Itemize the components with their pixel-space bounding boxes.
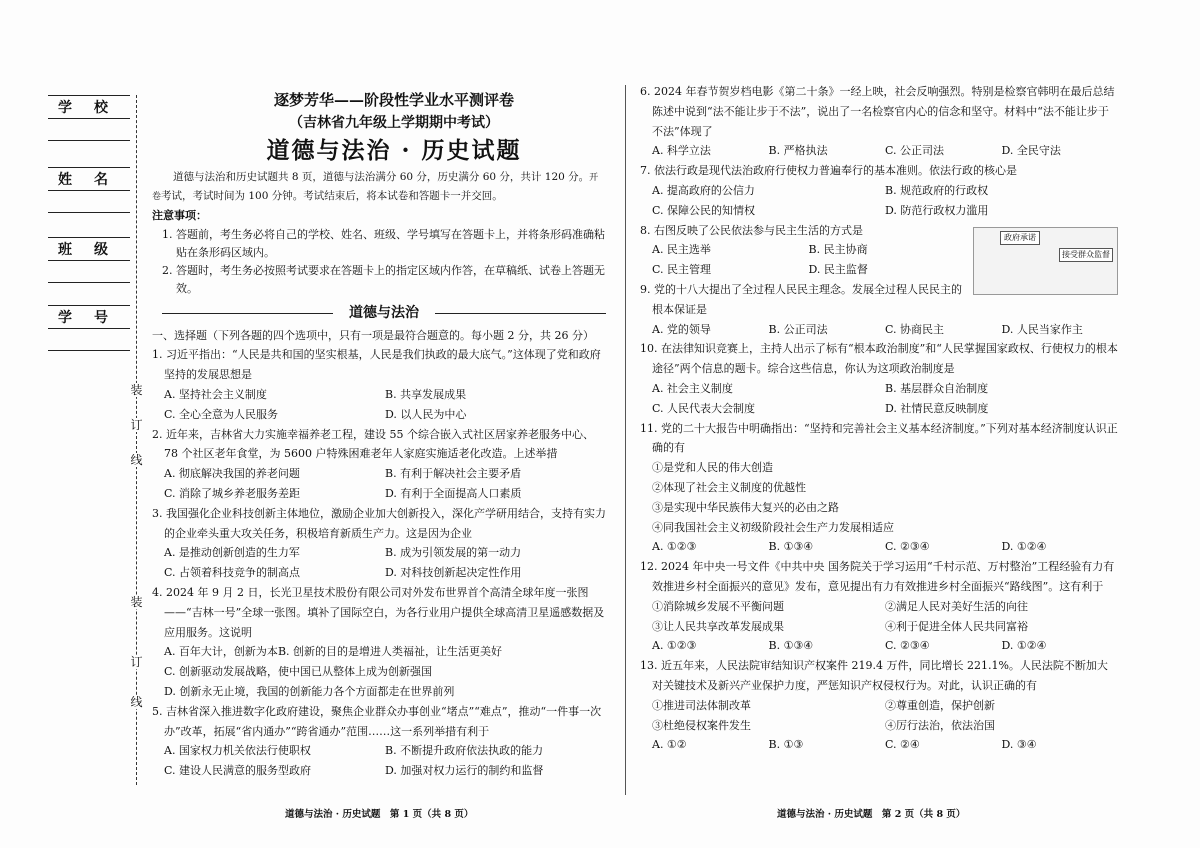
exam-subject-title: 道德与法治 · 历史试题 — [266, 137, 522, 164]
question-options — [640, 636, 1118, 656]
question-12 — [640, 557, 1118, 656]
question-11 — [640, 419, 1118, 558]
binding-line — [136, 95, 137, 785]
question — [152, 425, 606, 504]
notice-title: 注意事项： — [152, 209, 207, 222]
question-options — [640, 735, 1118, 755]
option[interactable]: B. 成为引领发展的第一动力 — [385, 546, 522, 560]
option[interactable]: D. 防范行政权力滥用 — [885, 203, 989, 217]
question-options — [640, 537, 1118, 557]
statement-item: ④利于促进全体人民共同富裕 — [885, 619, 1028, 633]
option[interactable]: B. ①③ — [768, 738, 804, 752]
page-1 — [152, 88, 606, 781]
option[interactable]: D. 加强对权力运行的制约和监督 — [385, 764, 544, 778]
question-options — [640, 181, 1118, 221]
option[interactable]: A. 科学立法 — [652, 144, 711, 158]
question-stem: 2. 近年来，吉林省大力实施幸福养老工程，建设 55 个综合嵌入式社区居家养老服务中心、78 个社区老年食堂，为 5600 户特殊困难老年人家庭实施适老化改造。上述举措 — [152, 427, 594, 461]
question-list — [152, 345, 606, 781]
question-stem: 4. 2024 年 9 月 2 日，长光卫星技术股份有限公司对外发布世界首个高清全球年度一张图——“吉林一号”全球一张图。填补了国际空白，为各行业用户提供全球高清卫星遥感数据及应用服务。这说明 — [152, 585, 605, 639]
question-stem: 9. 党的十八大提出了全过程人民民主理念。发展全过程人民民主的根本保证是 — [640, 282, 962, 316]
question-list — [640, 280, 1118, 419]
option[interactable]: C. 协商民主 — [885, 322, 945, 336]
intro-text-2: 考试，考试时间为 100 分钟。考试结束后，将本试卷和答题卡一并交回。 — [161, 190, 503, 202]
option[interactable]: B. 创新的目的是增进人类福祉，让生活更美好 — [277, 645, 503, 659]
option[interactable]: A. ①② — [652, 738, 687, 752]
question-options — [152, 543, 606, 583]
section-title: 道德与法治 — [349, 304, 419, 321]
binding-char: 订 — [130, 655, 143, 669]
page-2 — [640, 82, 1118, 755]
statement-items — [640, 597, 1118, 637]
question-stem: 1. 习近平指出：“人民是共和国的坚实根基，人民是我们执政的最大底气。”这体现了党和政府坚持的发展思想是 — [152, 348, 601, 382]
option[interactable]: D. 以人民为中心 — [385, 407, 467, 421]
option[interactable]: C. 全心全意为人民服务 — [164, 407, 279, 421]
question-options — [152, 642, 606, 701]
option[interactable]: B. 基层群众自治制度 — [885, 381, 989, 395]
school-field[interactable] — [48, 95, 130, 141]
option[interactable]: A. ①②③ — [652, 540, 697, 554]
option[interactable]: C. 公正司法 — [885, 144, 945, 158]
cartoon-sign: 接受群众监督 — [1059, 248, 1113, 262]
name-field[interactable] — [48, 167, 130, 213]
option[interactable]: A. 国家权力机关依法行使职权 — [164, 744, 311, 758]
intro-text: 道德与法治和历史试题共 8 页，道德与法治满分 60 分，历史满分 60 分，共计 120 分。 — [173, 171, 590, 183]
question-options — [640, 141, 1118, 161]
question-8 — [640, 221, 1118, 280]
question — [640, 161, 1118, 220]
class-field[interactable] — [48, 237, 130, 283]
question-stem: 13. 近五年来，人民法院审结知识产权案件 219.4 万件，同比增长 221.1%。人民法院不断加大对关键技术及新兴产业保护力度，严惩知识产权侵权行为。对此，认识正确的有 — [640, 659, 1108, 692]
question — [640, 82, 1118, 161]
supervision-cartoon — [973, 227, 1118, 295]
option[interactable]: A. 彻底解决我国的养老问题 — [164, 467, 300, 481]
option[interactable]: B. ①③④ — [768, 540, 814, 554]
option[interactable]: C. ②③④ — [885, 639, 930, 653]
question-list — [640, 82, 1118, 221]
statement-item: ②尊重创造，保护创新 — [885, 698, 995, 712]
notice-item: 2. 答题时，考生务必按照考试要求在答题卡上的指定区域内作答，在草稿纸、试卷上答题无效。 — [162, 263, 605, 295]
notice-item: 1. 答题前，考生务必将自己的学校、姓名、班级、学号填写在答题卡上，并将条形码准确粘贴在条形码区域内。 — [162, 227, 605, 259]
option[interactable]: C. 创新驱动发展战略，使中国已从整体上成为创新强国 — [164, 665, 433, 679]
option[interactable]: B. 严格执法 — [768, 144, 828, 158]
question-13 — [640, 656, 1118, 755]
option[interactable]: B. 不断提升政府依法执政的能力 — [385, 744, 544, 758]
option[interactable]: D. 社情民意反映制度 — [885, 401, 989, 415]
option[interactable]: A. 百年大计，创新为本 — [164, 645, 278, 659]
statement-item: ④同我国社会主义初级阶段社会生产力发展相适应 — [652, 520, 894, 534]
option[interactable]: D. ①②④ — [1001, 540, 1047, 554]
option[interactable]: D. 对科技创新起决定性作用 — [385, 566, 522, 580]
option[interactable]: A. 坚持社会主义制度 — [164, 387, 267, 401]
question-options — [152, 741, 606, 781]
exam-subtitle: （吉林省九年级上学期期中考试） — [289, 115, 499, 131]
option[interactable]: C. 占领着科技竞争的制高点 — [164, 566, 301, 580]
binding-char: 装 — [130, 595, 143, 609]
question-options — [640, 320, 1118, 340]
question-stem: 10. 在法律知识竞赛上，主持人出示了标有“根本政治制度”和“人民掌握国家政权、行使权力的根本途径”两个信息的题卡。综合这些信息，你认为这项政治制度是 — [640, 342, 1118, 376]
option[interactable]: B. 有利于解决社会主要矛盾 — [385, 467, 522, 481]
class-label: 班级 — [48, 237, 130, 261]
option[interactable]: D. ③④ — [1001, 738, 1037, 752]
binding-char: 订 — [130, 418, 143, 432]
binding-char: 线 — [130, 453, 143, 467]
statement-item: ①是党和人民的伟大创造 — [652, 461, 773, 475]
question-stem: 3. 我国强化企业科技创新主体地位，激励企业加大创新投入，深化产学研用结合，支持有实力的企业牵头重大攻关任务，积极培育新质生产力。这是因为企业 — [152, 506, 606, 540]
question-stem: 5. 吉林省深入推进数字化政府建设，聚焦企业群众办事创业“堵点”“难点”，推动“一件事一次办”改革，拓展“省内通办”“跨省通办”范围……这一系列举措有利于 — [152, 704, 602, 738]
option[interactable]: C. 民主管理 — [652, 263, 712, 277]
exam-intro — [152, 168, 606, 206]
option[interactable]: C. ②④ — [885, 738, 920, 752]
statement-item: ③杜绝侵权案件发生 — [652, 718, 751, 732]
option[interactable]: D. 有利于全面提高人口素质 — [385, 486, 522, 500]
statement-item: ③是实现中华民族伟大复兴的必由之路 — [652, 500, 839, 514]
question-options — [640, 240, 965, 280]
question-stem: 6. 2024 年春节贺岁档电影《第二十条》一经上映，社会反响强烈。特别是检察官韩明在最后总结陈述中说到“法不能让步于不法”，说出了一名检察官内心的信念和坚守。材料中“法不能让步于不法”体现了 — [640, 85, 1115, 138]
option[interactable]: A. 提高政府的公信力 — [652, 183, 755, 197]
page-footer-right: 道德与法治 · 历史试题 第 2 页（共 8 页） — [777, 809, 966, 820]
option[interactable]: B. 公正司法 — [768, 322, 828, 336]
section-rule — [162, 313, 333, 314]
exam-series-title: 逐梦芳华——阶段性学业水平测评卷 — [273, 91, 514, 109]
question-stem: 11. 党的二十大报告中明确指出：“坚持和完善社会主义基本经济制度。”下列对基本经济制度认识正确的有 — [640, 421, 1118, 455]
option[interactable]: A. 是推动创新创造的生力军 — [164, 546, 300, 560]
statement-item: ③让人民共享改革发展成果 — [652, 619, 784, 633]
binding-char: 线 — [130, 695, 143, 709]
option[interactable]: B. 规范政府的行政权 — [885, 183, 989, 197]
statement-item: ④厉行法治，依法治国 — [885, 718, 995, 732]
page-footer-left: 道德与法治 · 历史试题 第 1 页（共 8 页） — [285, 809, 474, 820]
binding-char: 装 — [130, 383, 143, 397]
option[interactable]: D. 创新永无止境，我国的创新能力各个方面都走在世界前列 — [164, 684, 455, 698]
question-stem: 12. 2024 年中央一号文件《中共中央 国务院关于学习运用“千村示范、万村整治”工程经验有力有效推进乡村全面振兴的意见》发布，意见提出有力有效推进乡村全面振兴“路线图”。这有利于 — [640, 560, 1115, 593]
intro-note: 开卷 — [152, 173, 599, 202]
option[interactable]: B. 共享发展成果 — [385, 387, 467, 401]
question — [152, 702, 606, 781]
statement-item: ①消除城乡发展不平衡问题 — [652, 599, 784, 613]
question-options — [152, 385, 606, 425]
option[interactable]: A. 民主选举 — [652, 243, 711, 257]
statement-item: ①推进司法体制改革 — [652, 698, 751, 712]
class-input-box[interactable] — [48, 261, 130, 283]
statement-item: ②满足人民对美好生活的向往 — [885, 599, 1028, 613]
cartoon-bubble: 政府承诺 — [1000, 231, 1040, 245]
option[interactable]: C. 建设人民满意的服务型政府 — [164, 764, 312, 778]
binding-strip — [40, 95, 143, 785]
option[interactable]: A. 党的领导 — [652, 322, 711, 336]
option[interactable]: A. 社会主义制度 — [652, 381, 733, 395]
section-rule — [435, 313, 606, 314]
school-input-box[interactable] — [48, 119, 130, 141]
school-label: 学校 — [48, 95, 130, 119]
question-stem: 8. 右图反映了公民依法参与民主生活的方式是 — [640, 223, 863, 237]
option[interactable]: C. 人民代表大会制度 — [652, 401, 756, 415]
option[interactable]: B. ①③④ — [768, 639, 814, 653]
option[interactable]: D. ①②④ — [1001, 639, 1047, 653]
question-options — [640, 379, 1118, 419]
option[interactable]: D. 民主监督 — [808, 263, 868, 277]
name-input-box[interactable] — [48, 191, 130, 213]
option[interactable]: B. 民主协商 — [808, 243, 868, 257]
name-label: 姓名 — [48, 167, 130, 191]
question — [640, 339, 1118, 418]
statement-item: ②体现了社会主义制度的优越性 — [652, 480, 806, 494]
option[interactable]: A. ①②③ — [652, 639, 697, 653]
question — [152, 583, 606, 702]
student-number-field[interactable] — [48, 305, 130, 351]
question-stem: 7. 依法行政是现代法治政府行使权力普遍奉行的基本准则。依法行政的核心是 — [640, 164, 1017, 178]
student-number-label: 学号 — [48, 305, 130, 329]
option[interactable]: D. 全民守法 — [1001, 144, 1061, 158]
option[interactable]: C. 保障公民的知情权 — [652, 203, 756, 217]
question-options — [152, 464, 606, 504]
question — [152, 504, 606, 583]
student-number-input-box[interactable] — [48, 329, 130, 351]
statement-items — [640, 696, 1118, 736]
option[interactable]: C. 消除了城乡养老服务差距 — [164, 486, 301, 500]
option[interactable]: D. 人民当家作主 — [1001, 322, 1083, 336]
question — [152, 345, 606, 424]
part-title: 一、选择题（下列各题的四个选项中，只有一项是最符合题意的。每小题 2 分，共 26 分） — [152, 328, 594, 342]
option[interactable]: C. ②③④ — [885, 540, 930, 554]
page-divider — [625, 85, 626, 795]
section-header — [162, 304, 606, 324]
